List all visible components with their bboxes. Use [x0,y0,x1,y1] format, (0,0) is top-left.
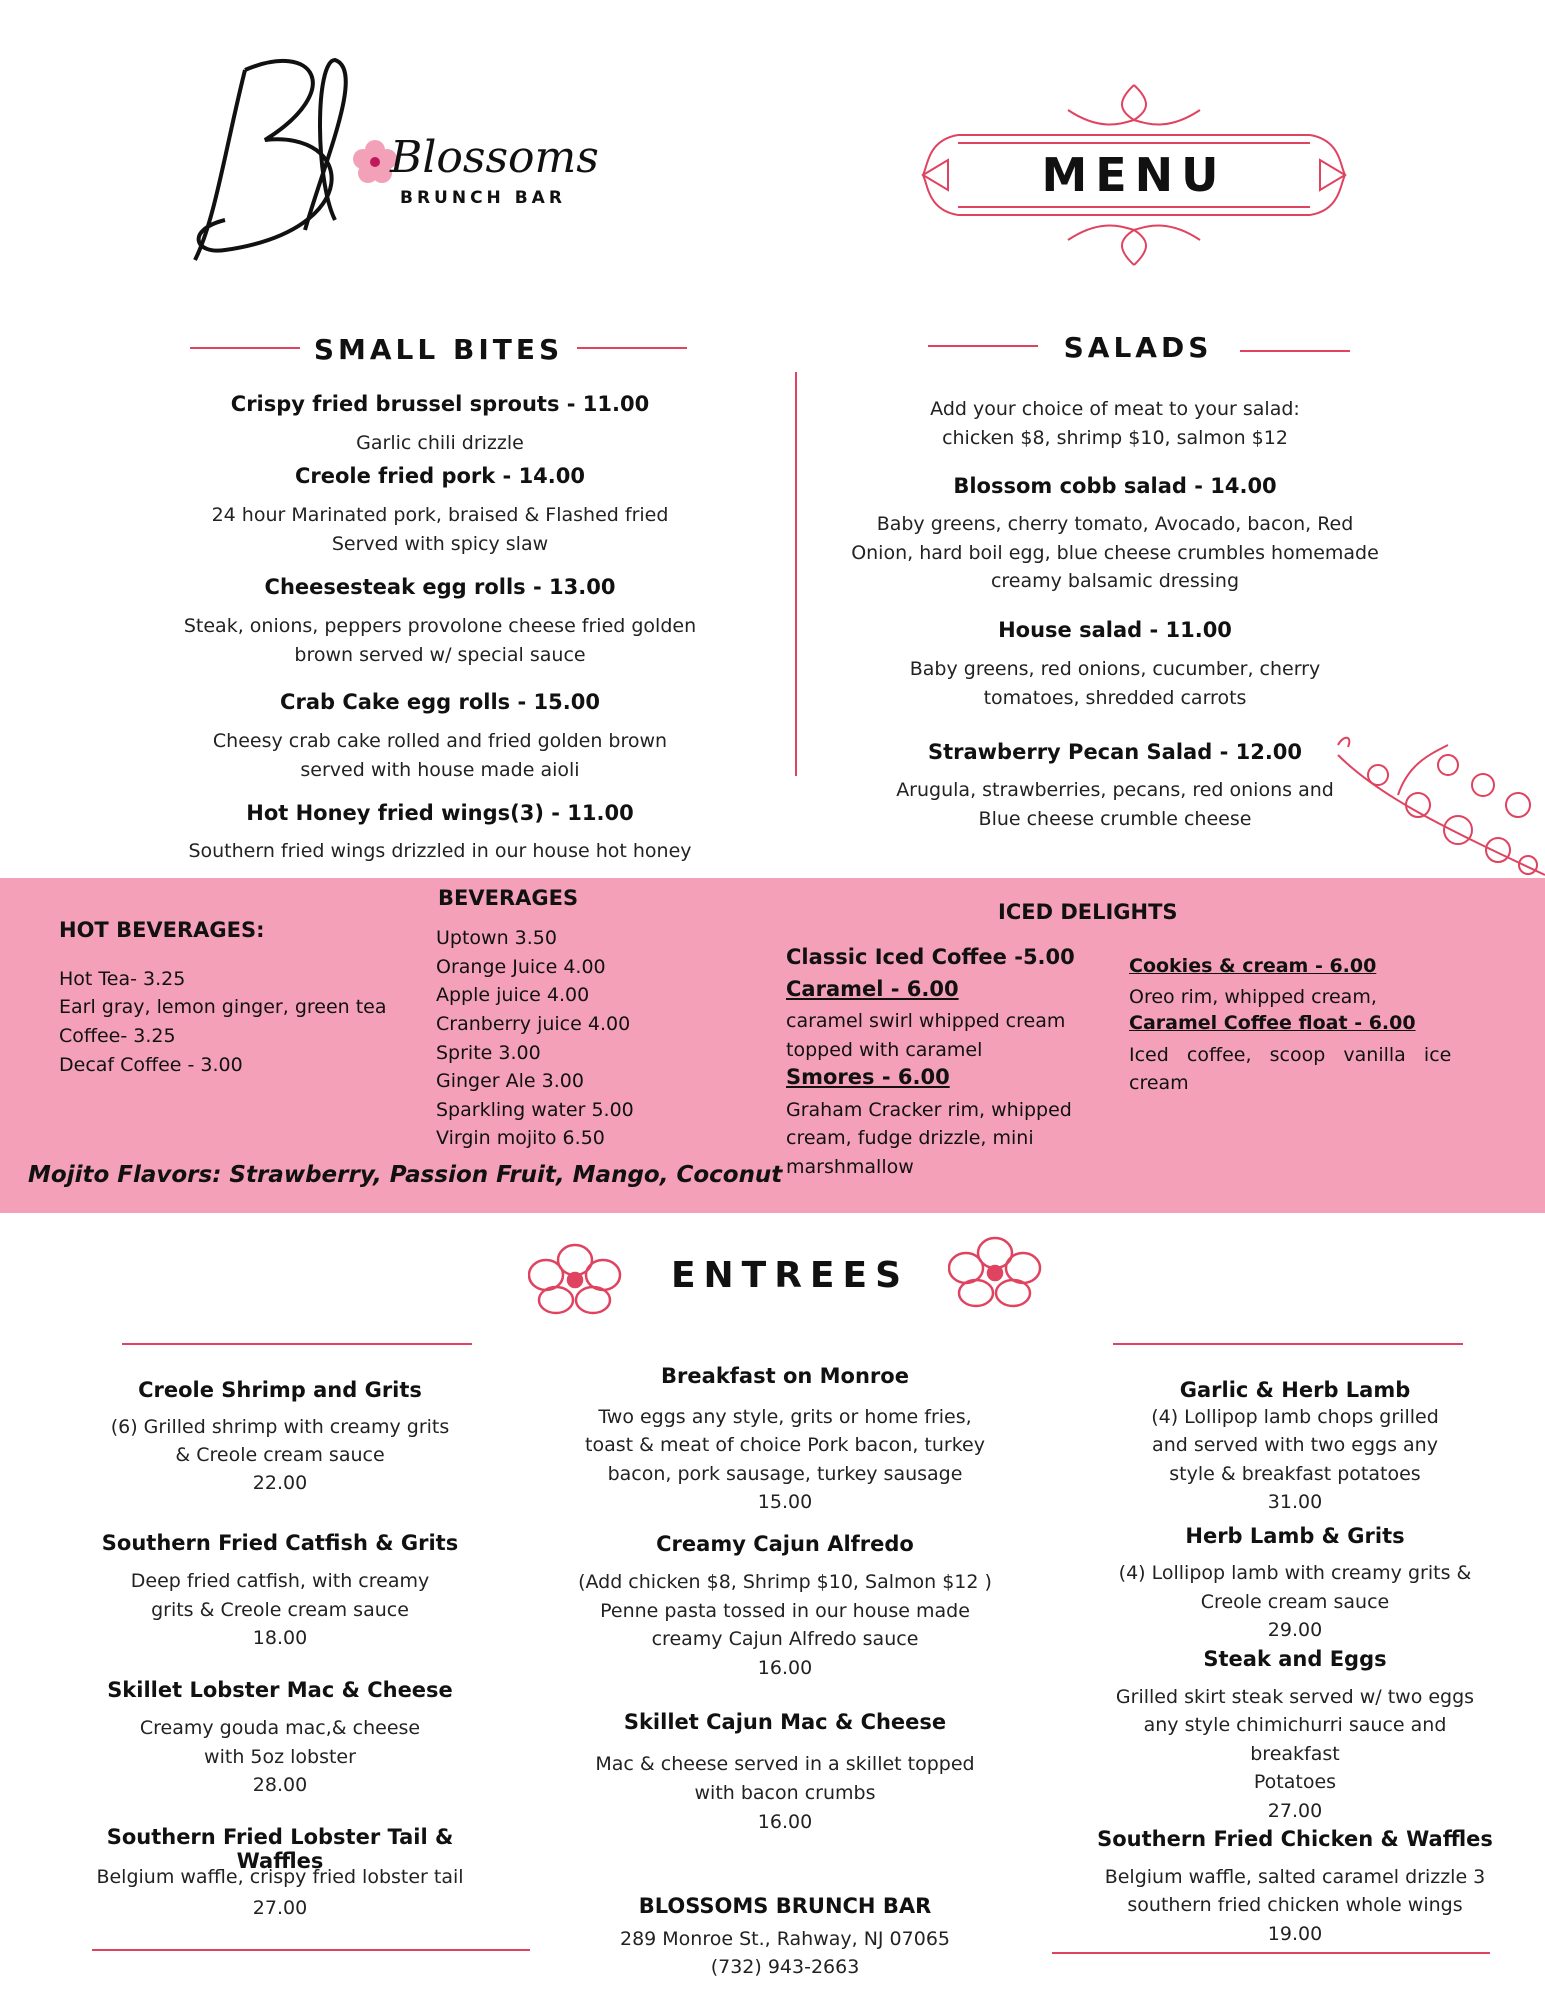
menu-item-price: 16.00 [757,1657,813,1679]
menu-item-desc: any style chimichurri sauce and [1143,1714,1447,1736]
menu-item-desc: southern fried chicken whole wings [1127,1894,1463,1916]
menu-item-desc: with 5oz lobster [204,1746,356,1768]
iced-item-title: Classic Iced Coffee -5.00 [786,945,1075,969]
column-divider [795,372,797,776]
menu-item-price: 16.00 [757,1811,813,1833]
beverage-line: Apple juice 4.00 [436,984,590,1006]
menu-item-desc: creamy Cajun Alfredo sauce [651,1628,919,1650]
menu-item-desc: Arugula, strawberries, pecans, red onions and [896,779,1334,801]
menu-item-title: Creole fried pork - 14.00 [294,464,585,488]
menu-item-title: Cheesesteak egg rolls - 13.00 [264,575,616,599]
menu-item-price: 31.00 [1267,1491,1323,1513]
menu-item-desc: (6) Grilled shrimp with creamy grits [110,1416,450,1438]
menu-item-title: Creamy Cajun Alfredo [656,1532,914,1556]
menu-item-desc: Steak, onions, peppers provolone cheese fried golden [183,615,697,637]
menu-item-title: House salad - 11.00 [998,618,1232,642]
menu-item-desc: Creole cream sauce [1200,1591,1390,1613]
iced-item-title: Cookies & cream - 6.00 [1129,955,1377,977]
iced-item-desc: Iced coffee, scoop vanilla ice [1129,1044,1452,1066]
iced-item-title: Smores - 6.00 [786,1065,950,1089]
logo-subtitle: BRUNCH BAR [400,188,566,208]
menu-item-desc: Grilled skirt steak served w/ two eggs [1115,1686,1475,1708]
menu-item-price: 22.00 [252,1472,308,1494]
entrees-heading: ENTREES [670,1255,910,1296]
menu-item-price: 19.00 [1267,1923,1323,1945]
menu-item-title: Garlic & Herb Lamb [1179,1378,1411,1402]
beverage-line: Sparkling water 5.00 [436,1099,634,1121]
menu-item-desc: Baby greens, cherry tomato, Avocado, bacon, Red [876,513,1354,535]
menu-item-title: Creole Shrimp and Grits [138,1378,422,1402]
footer-phone: (732) 943-2663 [710,1956,860,1978]
menu-item-price: 28.00 [252,1774,308,1796]
menu-item-desc: Two eggs any style, grits or home fries, [598,1406,972,1428]
menu-item-desc: Garlic chili drizzle [356,432,524,454]
blossom-branch-icon [1318,735,1545,880]
menu-item-desc: breakfast [1250,1743,1340,1765]
hot-beverages-heading: HOT BEVERAGES: [59,918,265,942]
iced-item-title: Caramel Coffee float - 6.00 [1129,1012,1416,1034]
menu-item-desc: Belgium waffle, crispy fried lobster tail [96,1866,464,1888]
divider-line [1113,1343,1463,1345]
logo [185,30,599,270]
menu-item-desc: Cheesy crab cake rolled and fried golden brown [212,730,668,752]
menu-item-title: Breakfast on Monroe [661,1364,909,1388]
iced-item-desc: Oreo rim, whipped cream, [1129,986,1377,1008]
menu-item-desc: bacon, pork sausage, turkey sausage [607,1463,963,1485]
beverage-line: Hot Tea- 3.25 [59,968,186,990]
divider-line [190,347,300,349]
menu-item-title: Skillet Cajun Mac & Cheese [623,1710,947,1734]
menu-item-desc: Creamy gouda mac,& cheese [139,1717,421,1739]
beverage-line: Orange Juice 4.00 [436,956,606,978]
divider-line [577,347,687,349]
footer-address: 289 Monroe St., Rahway, NJ 07065 [619,1928,950,1950]
menu-item-title: Strawberry Pecan Salad - 12.00 [927,740,1303,764]
salads-heading: SALADS [1063,331,1213,364]
iced-item-desc: Graham Cracker rim, whipped [786,1099,1072,1121]
menu-item-title: Southern Fried Catfish & Grits [101,1531,459,1555]
beverage-line: Cranberry juice 4.00 [436,1013,631,1035]
menu-item-desc: 24 hour Marinated pork, braised & Flashed fried [211,504,669,526]
salads-intro: chicken $8, shrimp $10, salmon $12 [942,427,1288,449]
divider-line [1240,350,1350,352]
menu-item-price: 27.00 [1267,1800,1323,1822]
menu-item-desc: Southern fried wings drizzled in our house hot honey [188,840,692,862]
menu-item-desc: Potatoes [1253,1771,1337,1793]
menu-item-title: Skillet Lobster Mac & Cheese [107,1678,453,1702]
menu-item-price: 15.00 [757,1491,813,1513]
small-bites-heading: SMALL BITES [313,333,564,366]
iced-item-desc: cream, fudge drizzle, mini [786,1127,1034,1149]
menu-item-title: Southern Fried Lobster Tail & Waffles [106,1825,454,1873]
menu-item-desc: Belgium waffle, salted caramel drizzle 3 [1104,1866,1486,1888]
beverage-line: Uptown 3.50 [436,927,557,949]
divider-line [928,345,1038,347]
beverage-line: Coffee- 3.25 [59,1025,176,1047]
beverage-line: Earl gray, lemon ginger, green tea [59,996,387,1018]
menu-item-desc: with bacon crumbs [694,1782,876,1804]
menu-item-desc: style & breakfast potatoes [1169,1463,1421,1485]
beverage-line: Decaf Coffee - 3.00 [59,1054,243,1076]
menu-item-price: 27.00 [252,1897,308,1919]
iced-delights-heading: ICED DELIGHTS [998,900,1178,924]
menu-item-desc: Onion, hard boil egg, blue cheese crumbles homemade [851,542,1379,564]
menu-item-desc: Deep fried catfish, with creamy [130,1570,430,1592]
iced-item-desc: marshmallow [786,1156,914,1178]
divider-line [92,1949,530,1951]
menu-item-desc: creamy balsamic dressing [990,570,1240,592]
mojito-flavors: Mojito Flavors: Strawberry, Passion Fruit, Mango, Coconut [28,1162,783,1188]
iced-item-title: Caramel - 6.00 [786,977,959,1001]
menu-item-desc: and served with two eggs any [1152,1434,1438,1456]
menu-item-title: Steak and Eggs [1203,1647,1387,1671]
menu-item-desc: Served with spicy slaw [331,533,549,555]
menu-item-desc: tomatoes, shredded carrots [983,687,1247,709]
menu-item-title: Crispy fried brussel sprouts - 11.00 [230,392,650,416]
menu-item-title: Blossom cobb salad - 14.00 [953,474,1277,498]
menu-frame [918,80,1350,270]
flower-icon [528,1240,623,1315]
divider-line [1052,1952,1490,1954]
salads-intro: Add your choice of meat to your salad: [930,398,1300,420]
menu-item-desc: served with house made aioli [300,759,580,781]
menu-item-desc: toast & meat of choice Pork bacon, turkey [585,1434,985,1456]
menu-item-desc: Blue cheese crumble cheese [978,808,1252,830]
iced-item-desc: caramel swirl whipped cream [786,1010,1066,1032]
menu-item-desc: grits & Creole cream sauce [151,1599,409,1621]
divider-line [122,1343,472,1345]
beverage-line: Virgin mojito 6.50 [436,1127,605,1149]
flower-icon [948,1233,1043,1308]
menu-item-title: Southern Fried Chicken & Waffles [1097,1827,1493,1851]
footer-restaurant-name: BLOSSOMS BRUNCH BAR [638,1894,932,1918]
menu-item-desc: Mac & cheese served in a skillet topped [595,1753,975,1775]
beverages-heading: BEVERAGES [438,886,579,910]
menu-item-desc: (4) Lollipop lamb chops grilled [1151,1406,1439,1428]
beverage-line: Ginger Ale 3.00 [436,1070,584,1092]
menu-item-desc: (4) Lollipop lamb with creamy grits & [1118,1562,1472,1584]
menu-item-desc: brown served w/ special sauce [294,644,586,666]
iced-item-desc: topped with caramel [786,1039,983,1061]
beverage-line: Sprite 3.00 [436,1042,541,1064]
menu-item-price: 18.00 [252,1627,308,1649]
logo-script-text: Blossoms [390,132,599,183]
menu-item-desc: (Add chicken $8, Shrimp $10, Salmon $12 ) [578,1571,992,1593]
menu-item-price: 29.00 [1267,1619,1323,1641]
menu-item-title: Crab Cake egg rolls - 15.00 [280,690,600,714]
menu-title: MENU [1041,148,1227,202]
menu-item-desc: Baby greens, red onions, cucumber, cherry [909,658,1321,680]
iced-item-desc: cream [1129,1072,1189,1094]
menu-item-title: Herb Lamb & Grits [1185,1524,1405,1548]
menu-item-desc: Penne pasta tossed in our house made [600,1600,970,1622]
menu-item-desc: & Creole cream sauce [175,1444,385,1466]
menu-item-title: Hot Honey fried wings(3) - 11.00 [246,801,634,825]
